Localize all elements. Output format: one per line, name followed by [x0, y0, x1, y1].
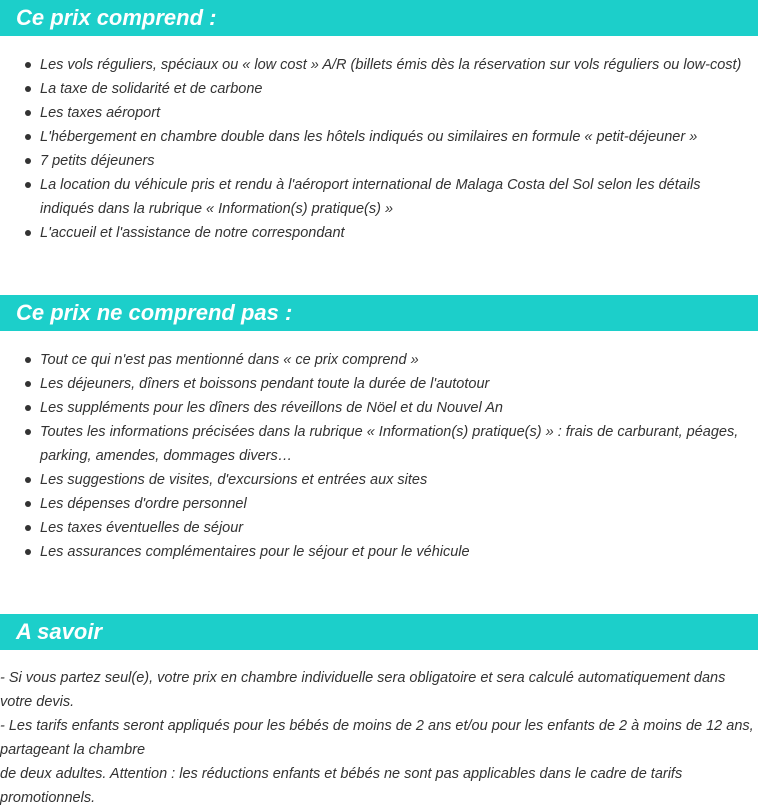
- excludes-section-header: [0, 295, 758, 331]
- info-line: de deux adultes. Attention : les réductions enfants et bébés ne sont pas applicables dans le cadre de tarifs promotionnels.: [0, 766, 683, 806]
- info-section-header: [0, 614, 758, 650]
- list-item: 7 petits déjeuners: [0, 149, 758, 173]
- excludes-title: Ce prix ne comprend pas :: [16, 300, 293, 325]
- list-item: Les déjeuners, dîners et boissons pendant toute la durée de l'autotour: [0, 372, 758, 396]
- list-item: Toutes les informations précisées dans la rubrique « Information(s) pratique(s) » : frais de carburant, péages, parking, amendes, dommages divers…: [0, 420, 758, 468]
- list-item: Les suppléments pour les dîners des réveillons de Nöel et du Nouvel An: [0, 396, 758, 420]
- list-item: L'hébergement en chambre double dans les hôtels indiqués ou similaires en formule « petit-déjeuner »: [0, 125, 758, 149]
- list-item: L'accueil et l'assistance de notre correspondant: [0, 221, 758, 245]
- info-text: [0, 666, 758, 810]
- info-title: A savoir: [16, 619, 103, 644]
- list-item: Les dépenses d'ordre personnel: [0, 492, 758, 516]
- includes-list: [0, 53, 758, 245]
- list-item: Les suggestions de visites, d'excursions et entrées aux sites: [0, 468, 758, 492]
- includes-section-header: [0, 0, 758, 36]
- list-item: Les vols réguliers, spéciaux ou « low cost » A/R (billets émis dès la réservation sur vols réguliers ou low-cost): [0, 53, 758, 77]
- excludes-list: [0, 348, 758, 564]
- list-item: La taxe de solidarité et de carbone: [0, 77, 758, 101]
- includes-title: Ce prix comprend :: [16, 5, 217, 30]
- info-line: - Si vous partez seul(e), votre prix en chambre individuelle sera obligatoire et sera calculé automatiquement dans votre devis.: [0, 670, 726, 710]
- list-item: La location du véhicule pris et rendu à l'aéroport international de Malaga Costa del Sol selon les détails indiqués dans la rubrique « Information(s) pratique(s) »: [0, 173, 758, 221]
- list-item: Les taxes éventuelles de séjour: [0, 516, 758, 540]
- list-item: Les taxes aéroport: [0, 101, 758, 125]
- info-line: - Les tarifs enfants seront appliqués pour les bébés de moins de 2 ans et/ou pour les enfants de 2 à moins de 12 ans, partageant la chambre: [0, 718, 754, 758]
- list-item: Tout ce qui n'est pas mentionné dans « ce prix comprend »: [0, 348, 758, 372]
- list-item: Les assurances complémentaires pour le séjour et pour le véhicule: [0, 540, 758, 564]
